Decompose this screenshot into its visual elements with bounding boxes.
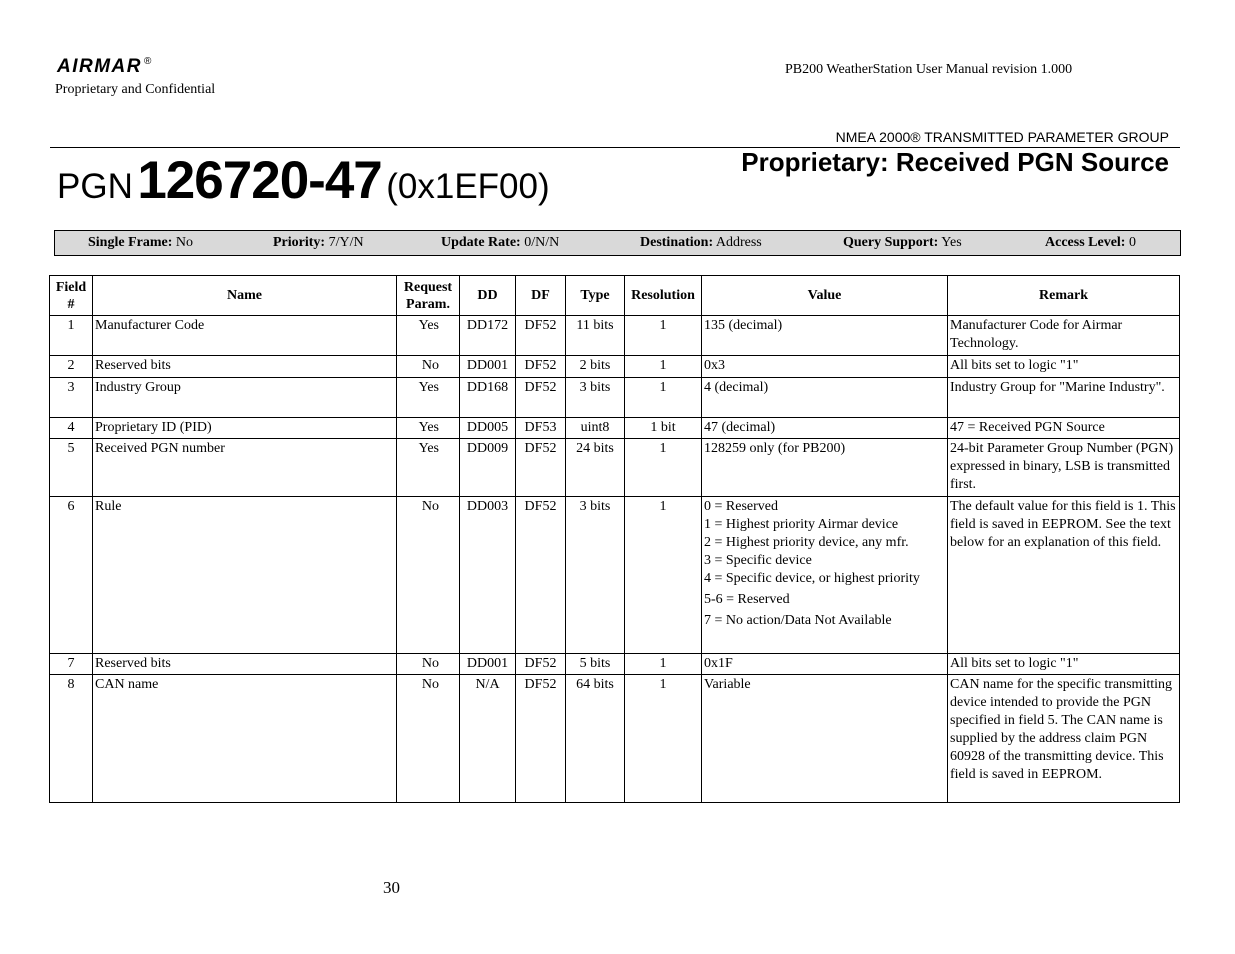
registered-mark: ®	[144, 56, 152, 67]
name-cell: Received PGN number	[93, 439, 397, 497]
field-number-cell: 2	[50, 356, 93, 378]
header-resolution: Resolution	[625, 276, 702, 316]
request-param-cell: Yes	[397, 418, 460, 439]
header-df: DF	[516, 276, 566, 316]
pgn-name: Proprietary: Received PGN Source	[741, 147, 1169, 177]
value-line: 0 = Reserved	[704, 499, 778, 514]
property-access-level: Access Level: 0	[1045, 235, 1136, 250]
field-number-cell: 4	[50, 418, 93, 439]
df-cell: DF52	[516, 378, 566, 418]
parameter-group-label: NMEA 2000® TRANSMITTED PARAMETER GROUP	[835, 129, 1169, 145]
type-cell: 3 bits	[566, 378, 625, 418]
value-line: 0x3	[704, 358, 725, 373]
dd-cell: N/A	[460, 675, 516, 803]
header-field: Field #	[50, 276, 93, 316]
property-query-support: Query Support: Yes	[843, 235, 962, 250]
value-line: 3 = Specific device	[704, 553, 812, 568]
dd-cell: DD001	[460, 356, 516, 378]
table-row	[50, 316, 1180, 356]
value-cell	[702, 654, 948, 675]
header-request-param: Request Param.	[397, 276, 460, 316]
request-param-cell: No	[397, 497, 460, 654]
table-row	[50, 418, 1180, 439]
value-cell	[702, 439, 948, 497]
request-param-cell: Yes	[397, 316, 460, 356]
remark-cell: Industry Group for "Marine Industry".	[948, 378, 1180, 418]
value-cell	[702, 316, 948, 356]
resolution-cell: 1	[625, 378, 702, 418]
df-cell: DF52	[516, 497, 566, 654]
remark-cell: The default value for this field is 1. This field is saved in EEPROM. See the text below for an explanation of this field.	[948, 497, 1180, 654]
value-cell	[702, 675, 948, 803]
table-row	[50, 378, 1180, 418]
field-number-cell: 7	[50, 654, 93, 675]
name-cell: Industry Group	[93, 378, 397, 418]
value-line: 0x1F	[704, 656, 733, 671]
airmar-logo: AIRMAR ®	[57, 56, 152, 77]
request-param-cell: No	[397, 654, 460, 675]
remark-cell: Manufacturer Code for Airmar Technology.	[948, 316, 1180, 356]
name-cell: Rule	[93, 497, 397, 654]
value-line: 4 (decimal)	[704, 380, 769, 395]
resolution-cell: 1	[625, 356, 702, 378]
table-row	[50, 356, 1180, 378]
dd-cell: DD172	[460, 316, 516, 356]
manual-title: PB200 WeatherStation User Manual revision 1.000	[785, 62, 1073, 77]
df-cell: DF52	[516, 316, 566, 356]
table-body	[50, 316, 1180, 803]
value-cell	[702, 497, 948, 654]
df-cell: DF53	[516, 418, 566, 439]
confidential-notice: Proprietary and Confidential	[55, 82, 216, 97]
df-cell: DF52	[516, 654, 566, 675]
name-cell: Manufacturer Code	[93, 316, 397, 356]
type-cell: 2 bits	[566, 356, 625, 378]
type-cell: 64 bits	[566, 675, 625, 803]
resolution-cell: 1	[625, 439, 702, 497]
name-cell: Reserved bits	[93, 654, 397, 675]
pgn-prefix: PGN	[57, 167, 133, 206]
dd-cell: DD168	[460, 378, 516, 418]
remark-cell: 24-bit Parameter Group Number (PGN) expressed in binary, LSB is transmitted first.	[948, 439, 1180, 497]
type-cell: 5 bits	[566, 654, 625, 675]
name-cell: CAN name	[93, 675, 397, 803]
value-line: 7 = No action/Data Not Available	[704, 613, 892, 628]
value-cell	[702, 356, 948, 378]
name-cell: Proprietary ID (PID)	[93, 418, 397, 439]
header-name: Name	[93, 276, 397, 316]
page-number: 30	[383, 878, 400, 897]
name-cell: Reserved bits	[93, 356, 397, 378]
field-table	[49, 275, 1180, 803]
value-line: 2 = Highest priority device, any mfr.	[704, 535, 909, 550]
type-cell: uint8	[566, 418, 625, 439]
remark-cell: All bits set to logic "1"	[948, 654, 1180, 675]
resolution-cell: 1	[625, 675, 702, 803]
table-row	[50, 497, 1180, 654]
value-line: 4 = Specific device, or highest priority	[704, 571, 920, 586]
pgn-properties-bar	[54, 230, 1181, 256]
value-cell	[702, 418, 948, 439]
df-cell: DF52	[516, 675, 566, 803]
remark-cell: All bits set to logic "1"	[948, 356, 1180, 378]
property-single-frame: Single Frame: No	[88, 235, 193, 250]
request-param-cell: No	[397, 675, 460, 803]
resolution-cell: 1 bit	[625, 418, 702, 439]
value-line: Variable	[704, 677, 751, 692]
df-cell: DF52	[516, 356, 566, 378]
resolution-cell: 1	[625, 316, 702, 356]
pgn-title	[57, 150, 550, 211]
dd-cell: DD009	[460, 439, 516, 497]
request-param-cell: No	[397, 356, 460, 378]
field-number-cell: 6	[50, 497, 93, 654]
remark-cell: CAN name for the specific transmitting device intended to provide the PGN specified in field 5. The CAN name is supplied by the address claim PGN 60928 of the transmitting device. This field is saved in EEPROM.	[948, 675, 1180, 803]
field-number-cell: 1	[50, 316, 93, 356]
resolution-cell: 1	[625, 654, 702, 675]
table-row	[50, 654, 1180, 675]
dd-cell: DD003	[460, 497, 516, 654]
value-cell	[702, 378, 948, 418]
field-number-cell: 3	[50, 378, 93, 418]
table-row	[50, 439, 1180, 497]
value-line: 1 = Highest priority Airmar device	[704, 517, 899, 532]
header-value: Value	[702, 276, 948, 316]
header-type: Type	[566, 276, 625, 316]
value-line: 47 (decimal)	[704, 420, 776, 435]
dd-cell: DD001	[460, 654, 516, 675]
request-param-cell: Yes	[397, 439, 460, 497]
type-cell: 3 bits	[566, 497, 625, 654]
df-cell: DF52	[516, 439, 566, 497]
request-param-cell: Yes	[397, 378, 460, 418]
value-line: 135 (decimal)	[704, 318, 783, 333]
type-cell: 24 bits	[566, 439, 625, 497]
header-dd: DD	[460, 276, 516, 316]
property-destination: Destination: Address	[640, 235, 762, 250]
pgn-number: 126720-47	[137, 151, 382, 210]
property-update-rate: Update Rate: 0/N/N	[441, 235, 560, 250]
field-number-cell: 5	[50, 439, 93, 497]
header-remark: Remark	[948, 276, 1180, 316]
value-line: 5-6 = Reserved	[704, 592, 790, 607]
table-row	[50, 675, 1180, 803]
property-priority: Priority: 7/Y/N	[273, 235, 364, 250]
dd-cell: DD005	[460, 418, 516, 439]
value-line: 128259 only (for PB200)	[704, 441, 846, 456]
pgn-hex: (0x1EF00)	[386, 167, 550, 206]
table-header-row	[50, 276, 1180, 316]
type-cell: 11 bits	[566, 316, 625, 356]
resolution-cell: 1	[625, 497, 702, 654]
field-number-cell: 8	[50, 675, 93, 803]
remark-cell: 47 = Received PGN Source	[948, 418, 1180, 439]
